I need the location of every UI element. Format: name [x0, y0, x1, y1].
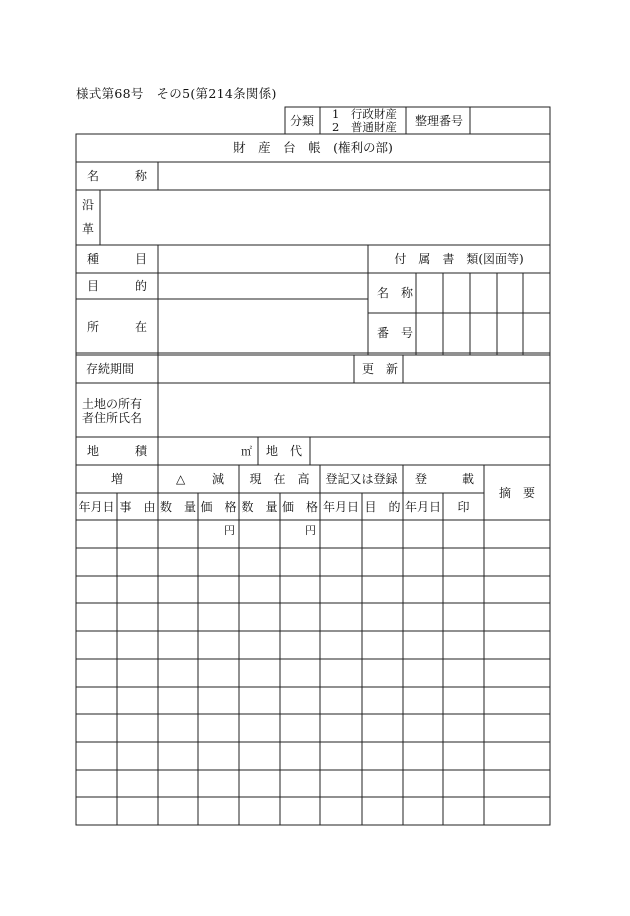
col-suryo-1: 数 量: [159, 500, 196, 514]
tousai-label-2: 載: [462, 472, 475, 486]
fuzoku-meisho-label: 名 称: [377, 286, 414, 300]
gen-label: 減: [212, 472, 225, 486]
chiseki-label: 地 積: [87, 444, 148, 458]
bunrui-label: 分類: [290, 114, 315, 128]
col-date-2: 年月日: [322, 500, 359, 514]
option-futsu: 2 普通財産: [332, 120, 397, 134]
square-meter-unit: ㎡: [241, 445, 252, 458]
genzaidaka-label: 現 在 高: [249, 472, 310, 486]
koshin-label: 更 新: [362, 362, 399, 376]
tousai-label-1: 登: [415, 472, 428, 486]
tochi-shoyusha-label-2: 者住所氏名: [82, 411, 143, 425]
gen-symbol: △: [176, 472, 186, 486]
enkaku-label-2: 革: [82, 222, 95, 236]
form-number: 様式第68号 その5(第214条関係): [76, 86, 277, 101]
fuzoku-bango-label: 番 号: [377, 326, 414, 340]
page-title: 財 産 台 帳 (権利の部): [233, 140, 393, 155]
col-suryo-2: 数 量: [241, 500, 278, 514]
touki-label: 登記又は登録: [325, 472, 398, 486]
yen-unit-2: 円: [305, 524, 316, 537]
mokuteki-label: 目 的: [87, 279, 148, 293]
col-in: 印: [457, 500, 470, 514]
enkaku-label-1: 沿: [82, 198, 95, 212]
zou-label: 増: [110, 472, 123, 486]
sonzoku-kikan-label: 存続期間: [86, 362, 135, 376]
col-date-1: 年月日: [78, 500, 115, 514]
col-date-3: 年月日: [404, 500, 441, 514]
tekiyou-label: 摘 要: [498, 486, 535, 500]
shozai-label: 所 在: [87, 320, 148, 334]
tochi-shoyusha-label-1: 土地の所有: [82, 397, 143, 411]
col-jiyu: 事 由: [119, 500, 156, 514]
meisho-label: 名 称: [87, 169, 148, 183]
shumoku-label: 種 目: [87, 252, 148, 266]
col-kakaku-2: 価 格: [281, 500, 318, 514]
col-mokuteki: 目 的: [364, 500, 401, 514]
yen-unit-1: 円: [224, 524, 235, 537]
fuzoku-shorui-label: 付 属 書 類(図面等): [394, 252, 524, 266]
seiri-bango-label: 整理番号: [415, 114, 464, 128]
chidai-label: 地 代: [266, 444, 303, 458]
option-gyosei: 1 行政財産: [332, 107, 397, 121]
col-kakaku-1: 価 格: [200, 500, 237, 514]
